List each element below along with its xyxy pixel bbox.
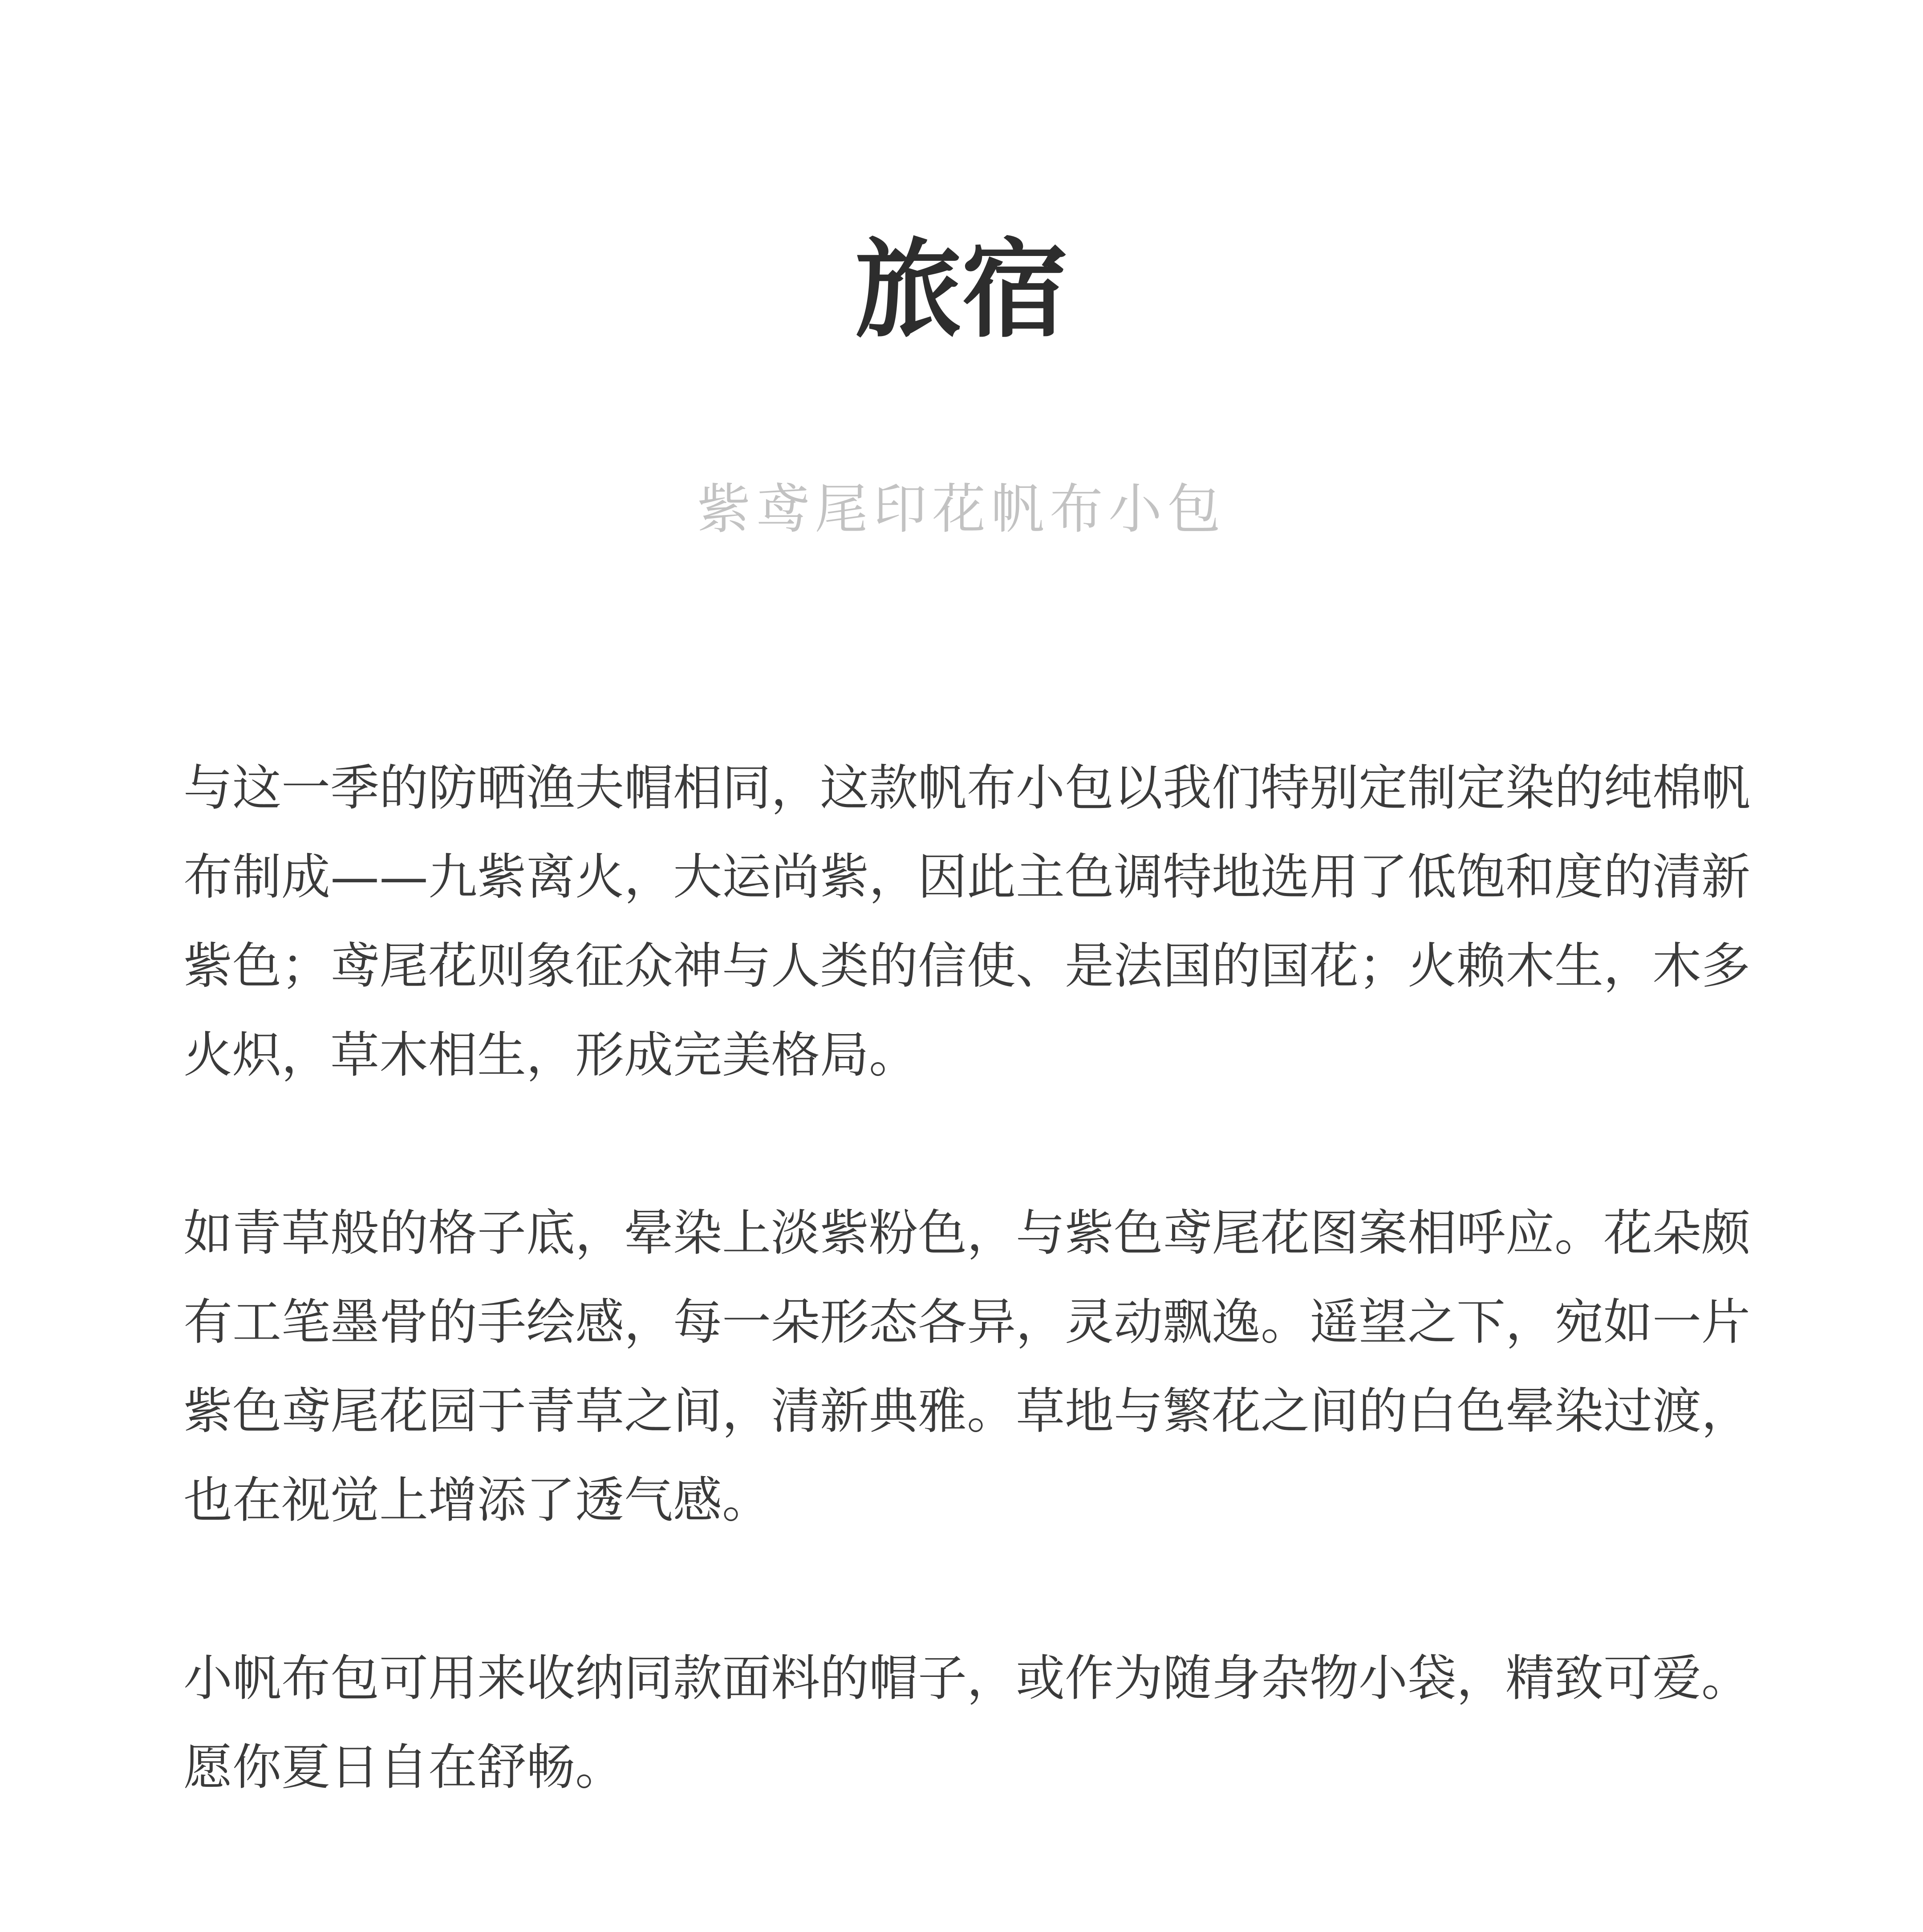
page-subtitle: 紫鸢尾印花帆布小包 (697, 479, 1226, 540)
description-paragraph-1: 与这一季的防晒渔夫帽相同，这款帆布小包以我们特别定制定染的纯棉帆布制成——九紫离火，大运尚紫，因此主色调特地选用了低饱和度的清新紫色；鸢尾花则象征众神与人类的信使、是法国的国花；火赖木生，木多火炽，草木相生，形成完美格局。 (183, 759, 1750, 1084)
page-title: 旅宿 (854, 227, 1068, 352)
description-paragraph-3: 小帆布包可用来收纳同款面料的帽子，或作为随身杂物小袋，精致可爱。愿你夏日自在舒畅。 (183, 1650, 1750, 1796)
description-paragraph-2: 如青草般的格子底，晕染上淡紫粉色，与紫色鸢尾花图案相呼应。花朵颇有工笔墨骨的手绘感，每一朵形态各异，灵动飘逸。遥望之下，宛如一片紫色鸢尾花园于青草之间，清新典雅。草地与繁花之间的白色晕染过渡，也在视觉上增添了透气感。 (183, 1205, 1750, 1529)
description-body (183, 743, 1755, 1812)
